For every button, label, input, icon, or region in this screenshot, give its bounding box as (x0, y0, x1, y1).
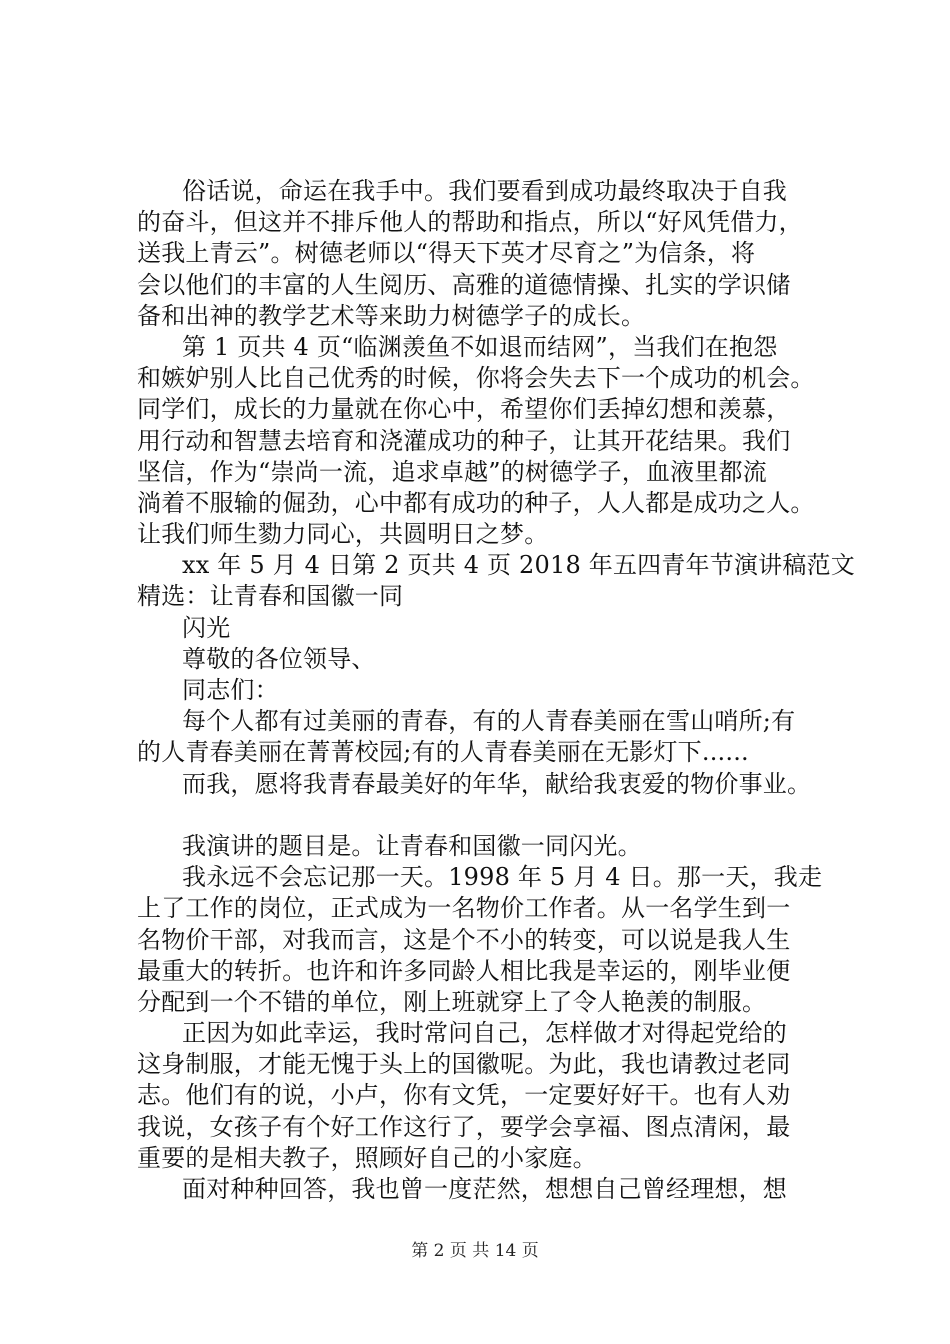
text-line: 会以他们的丰富的人生阅历、高雅的道德情操、扎实的学识储 (137, 270, 791, 299)
text-line (137, 800, 837, 831)
text-line: 同志们： (182, 676, 279, 704)
text-line: 我说，女孩子有个好工作这行了，要学会享福、图点清闲，最 (137, 1112, 791, 1141)
text-line: 备和出神的教学艺术等来助力树德学子的成长。 (137, 301, 646, 330)
text-line: 这身制服，才能无愧于头上的国徽呢。为此，我也请教过老同 (137, 1050, 791, 1079)
text-line: 第 1 页共 4 页“临渊羡鱼不如退而结网”，当我们在抱怨 (182, 332, 778, 361)
text-line: 坚信，作为“崇尚一流，追求卓越”的树德学子，血液里都流 (137, 457, 767, 486)
text-line: 而我，愿将我青春最美好的年华，献给我衷爱的物价事业。 (182, 769, 812, 798)
text-line: xx 年 5 月 4 日第 2 页共 4 页 2018 年五四青年节演讲稿范文 (182, 551, 855, 580)
text-line: 的奋斗，但这并不排斥他人的帮助和指点，所以“好风凭借力， (137, 208, 803, 237)
text-line: 精选：让青春和国徽一同 (137, 582, 404, 611)
text-line: 正因为如此幸运，我时常问自己，怎样做才对得起党给的 (182, 1019, 787, 1048)
text-line: 面对种种回答，我也曾一度茫然，想想自己曾经理想，想 (182, 1175, 787, 1203)
text-line: 重要的是相夫教子，照顾好自己的小家庭。 (137, 1143, 597, 1172)
text-line: 尊敬的各位领导、 (182, 644, 376, 673)
text-line: 闪光 (182, 613, 231, 642)
text-line: 的人青春美丽在菁菁校园;有的人青春美丽在无影灯下...... (137, 738, 749, 767)
text-line: 我演讲的题目是。让青春和国徽一同闪光。 (182, 831, 642, 860)
text-line: 淌着不服输的倔劲，心中都有成功的种子，人人都是成功之人。 (137, 488, 815, 517)
text-line: 志。他们有的说，小卢，你有文凭，一定要好好干。也有人劝 (137, 1081, 791, 1110)
text-line: 每个人都有过美丽的青春，有的人青春美丽在雪山哨所;有 (182, 707, 796, 736)
text-line: 同学们，成长的力量就在你心中，希望你们丢掉幻想和羡慕， (137, 395, 791, 424)
text-line: 用行动和智慧去培育和浇灌成功的种子，让其开花结果。我们 (137, 426, 791, 455)
text-line: 最重大的转折。也许和许多同龄人相比我是幸运的，刚毕业便 (137, 956, 791, 985)
text-line: 上了工作的岗位，正式成为一名物价工作者。从一名学生到一 (137, 894, 791, 923)
text-line: 分配到一个不错的单位，刚上班就穿上了令人艳羡的制服。 (137, 987, 767, 1016)
text-line: 送我上青云”。树德老师以“得天下英才尽育之”为信条，将 (137, 239, 756, 268)
page-footer: 第 2 页 共 14 页 (411, 1241, 539, 1261)
text-line: 名物价干部，对我而言，这是个不小的转变，可以说是我人生 (137, 925, 791, 954)
text-line: 和嫉妒别人比自己优秀的时候，你将会失去下一个成功的机会。 (137, 364, 815, 393)
text-line: 让我们师生勠力同心，共圆明日之梦。 (137, 520, 549, 549)
text-line: 俗话说，命运在我手中。我们要看到成功最终取决于自我 (182, 177, 787, 205)
text-line: 我永远不会忘记那一天。1998 年 5 月 4 日。那一天，我走 (182, 863, 823, 892)
document-body (137, 176, 855, 1205)
